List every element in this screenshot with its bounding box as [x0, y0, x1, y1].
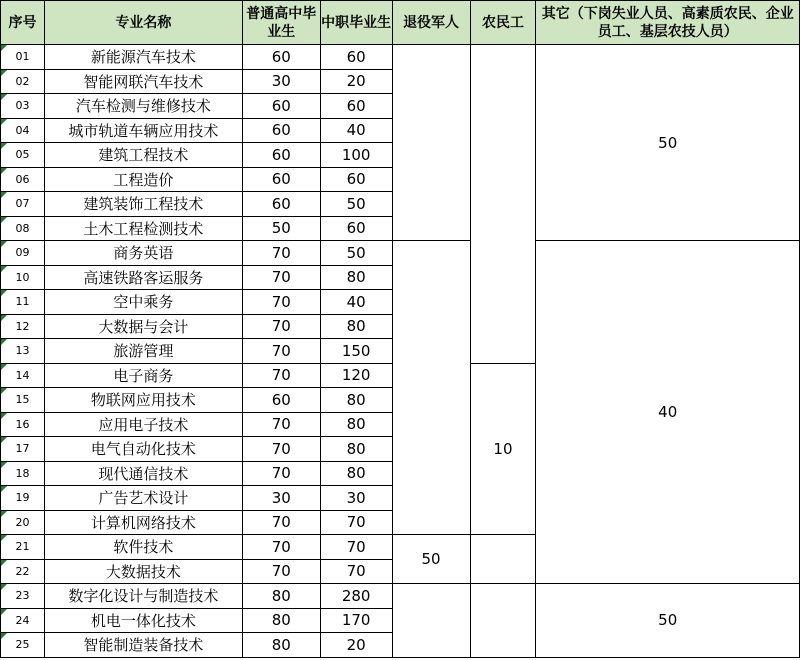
row-seq: 24: [1, 608, 45, 633]
row-major: 物联网应用技术: [44, 388, 242, 413]
row-major: 电气自动化技术: [44, 437, 242, 462]
row-major: 机电一体化技术: [44, 608, 242, 633]
other-group-1-value: 50: [536, 45, 800, 241]
row-major: 电子商务: [44, 363, 242, 388]
row-high-school: 50: [242, 216, 320, 241]
row-major: 建筑工程技术: [44, 143, 242, 168]
row-high-school: 70: [242, 314, 320, 339]
row-vocational: 60: [320, 45, 392, 70]
row-major: 高速铁路客运服务: [44, 265, 242, 290]
row-major: 广告艺术设计: [44, 486, 242, 511]
row-vocational: 30: [320, 486, 392, 511]
row-high-school: 70: [242, 363, 320, 388]
row-vocational: 70: [320, 559, 392, 584]
header-major: 专业名称: [44, 1, 242, 45]
row-seq: 07: [1, 192, 45, 217]
row-vocational: 80: [320, 412, 392, 437]
row-major: 旅游管理: [44, 339, 242, 364]
row-high-school: 70: [242, 535, 320, 560]
header-other: 其它（下岗失业人员、高素质农民、企业员工、基层农技人员）: [536, 1, 800, 45]
row-major: 空中乘务: [44, 290, 242, 315]
merged-migrant-cell: [470, 45, 536, 364]
row-seq: 23: [1, 584, 45, 609]
header-seq: 序号: [1, 1, 45, 45]
row-high-school: 80: [242, 608, 320, 633]
row-major: 汽车检测与维修技术: [44, 94, 242, 119]
row-major: 城市轨道车辆应用技术: [44, 118, 242, 143]
merged-migrant-cell: [470, 535, 536, 584]
header-high-school: 普通高中毕业生: [242, 1, 320, 45]
row-seq: 06: [1, 167, 45, 192]
row-high-school: 30: [242, 69, 320, 94]
merged-veterans-cell: [392, 584, 470, 658]
row-seq: 25: [1, 633, 45, 658]
row-major: 大数据与会计: [44, 314, 242, 339]
row-vocational: 20: [320, 69, 392, 94]
row-seq: 13: [1, 339, 45, 364]
row-high-school: 70: [242, 265, 320, 290]
row-vocational: 20: [320, 633, 392, 658]
row-major: 建筑装饰工程技术: [44, 192, 242, 217]
row-high-school: 60: [242, 118, 320, 143]
row-seq: 01: [1, 45, 45, 70]
row-seq: 02: [1, 69, 45, 94]
row-seq: 17: [1, 437, 45, 462]
row-high-school: 70: [242, 510, 320, 535]
row-vocational: 40: [320, 290, 392, 315]
migrant-group-1-value: 10: [470, 363, 536, 535]
row-vocational: 80: [320, 461, 392, 486]
row-major: 智能制造装备技术: [44, 633, 242, 658]
merged-veterans-cell: [392, 241, 470, 535]
table-body: [1, 45, 800, 658]
row-vocational: 40: [320, 118, 392, 143]
row-vocational: 60: [320, 216, 392, 241]
row-seq: 11: [1, 290, 45, 315]
row-major: 数字化设计与制造技术: [44, 584, 242, 609]
row-high-school: 70: [242, 412, 320, 437]
row-seq: 18: [1, 461, 45, 486]
row-high-school: 60: [242, 143, 320, 168]
row-seq: 16: [1, 412, 45, 437]
row-seq: 12: [1, 314, 45, 339]
row-vocational: 100: [320, 143, 392, 168]
row-vocational: 80: [320, 265, 392, 290]
row-high-school: 60: [242, 388, 320, 413]
row-seq: 10: [1, 265, 45, 290]
row-vocational: 170: [320, 608, 392, 633]
row-vocational: 70: [320, 535, 392, 560]
row-vocational: 60: [320, 94, 392, 119]
row-seq: 08: [1, 216, 45, 241]
row-vocational: 80: [320, 314, 392, 339]
row-high-school: 60: [242, 45, 320, 70]
row-high-school: 70: [242, 461, 320, 486]
other-group-2-value: 40: [536, 241, 800, 584]
row-high-school: 70: [242, 559, 320, 584]
header-veterans: 退役军人: [392, 1, 470, 45]
row-seq: 05: [1, 143, 45, 168]
row-high-school: 60: [242, 94, 320, 119]
header-row: [1, 1, 800, 45]
row-vocational: 80: [320, 388, 392, 413]
row-vocational: 120: [320, 363, 392, 388]
row-seq: 14: [1, 363, 45, 388]
row-major: 大数据技术: [44, 559, 242, 584]
row-seq: 20: [1, 510, 45, 535]
row-major: 智能网联汽车技术: [44, 69, 242, 94]
row-high-school: 70: [242, 241, 320, 266]
row-major: 现代通信技术: [44, 461, 242, 486]
row-seq: 15: [1, 388, 45, 413]
row-seq: 22: [1, 559, 45, 584]
row-seq: 04: [1, 118, 45, 143]
row-seq: 19: [1, 486, 45, 511]
row-seq: 21: [1, 535, 45, 560]
table-row: [1, 241, 800, 266]
veterans-group-1-value: 50: [392, 535, 470, 584]
row-vocational: 80: [320, 437, 392, 462]
row-vocational: 280: [320, 584, 392, 609]
header-migrant: 农民工: [470, 1, 536, 45]
row-major: 商务英语: [44, 241, 242, 266]
row-major: 软件技术: [44, 535, 242, 560]
row-high-school: 70: [242, 339, 320, 364]
merged-veterans-cell: [392, 45, 470, 241]
row-vocational: 150: [320, 339, 392, 364]
row-major: 新能源汽车技术: [44, 45, 242, 70]
row-high-school: 70: [242, 437, 320, 462]
other-group-3-value: 50: [536, 584, 800, 658]
row-high-school: 60: [242, 167, 320, 192]
row-vocational: 50: [320, 192, 392, 217]
row-high-school: 30: [242, 486, 320, 511]
row-vocational: 60: [320, 167, 392, 192]
row-seq: 03: [1, 94, 45, 119]
merged-migrant-cell: [470, 584, 536, 658]
row-vocational: 50: [320, 241, 392, 266]
table-row: [1, 45, 800, 70]
row-high-school: 80: [242, 633, 320, 658]
row-high-school: 80: [242, 584, 320, 609]
row-vocational: 70: [320, 510, 392, 535]
row-major: 工程造价: [44, 167, 242, 192]
header-vocational: 中职毕业生: [320, 1, 392, 45]
row-high-school: 60: [242, 192, 320, 217]
table-row: [1, 584, 800, 609]
row-major: 土木工程检测技术: [44, 216, 242, 241]
row-seq: 09: [1, 241, 45, 266]
row-high-school: 70: [242, 290, 320, 315]
row-major: 计算机网络技术: [44, 510, 242, 535]
row-major: 应用电子技术: [44, 412, 242, 437]
